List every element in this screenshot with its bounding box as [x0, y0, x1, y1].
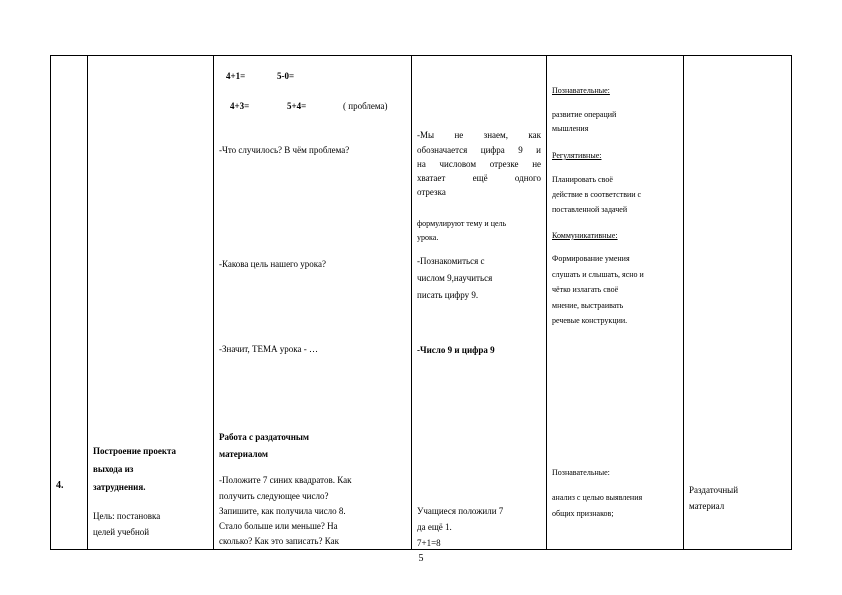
answer-line: -Мы не знаем, как [417, 130, 541, 140]
problem-label: ( проблема) [343, 101, 388, 111]
expression: 5-0= [277, 71, 295, 81]
formulate-line: урока. [417, 233, 439, 242]
work-answer-line: Учащиеся положили 7 [417, 506, 504, 516]
table-col-border [683, 55, 684, 550]
question-problem: -Что случилось? В чём проблема? [219, 145, 350, 155]
cognitive2-line: общих признаков; [552, 509, 614, 518]
expression: 4+1= [226, 71, 246, 81]
instruction-line: сколько? Как это записать? Как [219, 536, 339, 546]
regulatory-line: действие в соответствии с [552, 190, 642, 199]
answer-line: хватает ещё одного [417, 173, 541, 183]
regulatory-heading: Регулятивные: [552, 151, 602, 160]
communicative-heading: Коммуникативные: [552, 231, 618, 240]
table-col-border [50, 55, 51, 550]
table-top-border [50, 55, 792, 56]
regulatory-line: поставленной задачей [552, 205, 628, 214]
cognitive-line: развитие операций [552, 110, 617, 119]
question-topic: -Значит, ТЕМА урока - … [219, 344, 319, 354]
work-title-line: материалом [219, 449, 269, 459]
goal-answer-line: писать цифру 9. [417, 290, 479, 300]
equation: 7+1=8 [417, 538, 441, 548]
cognitive2-heading: Познавательные: [552, 468, 610, 477]
table-bottom-border [50, 549, 792, 550]
communicative-line: Формирование умения [552, 254, 630, 263]
stage-title-line: выхода из [93, 464, 134, 474]
cognitive-line: мышления [552, 124, 589, 133]
regulatory-line: Планировать своё [552, 175, 613, 184]
table-col-border [213, 55, 214, 550]
cognitive-heading: Познавательные: [552, 86, 610, 95]
table-col-border [791, 55, 792, 550]
materials-line: материал [689, 501, 725, 511]
expression: 5+4= [287, 101, 307, 111]
question-goal: -Какова цель нашего урока? [219, 259, 327, 269]
cognitive2-line: анализ с целью выявления [552, 493, 643, 502]
communicative-line: речевые конструкции. [552, 316, 628, 325]
answer-line: на числовом отрезке не [417, 159, 541, 169]
answer-line: обозначается цифра 9 и [417, 145, 541, 155]
communicative-line: слушать и слышать, ясно и [552, 270, 644, 279]
instruction-line: Запишите, как получила число 8. [219, 506, 346, 516]
instruction-line: Стало больше или меньше? На [219, 521, 338, 531]
row-number: 4. [56, 480, 64, 491]
instruction-line: получить следующее число? [219, 491, 329, 501]
expression: 4+3= [230, 101, 250, 111]
table-col-border [411, 55, 412, 550]
communicative-line: чётко излагать своё [552, 285, 619, 294]
formulate-line: формулируют тему и цель [417, 219, 507, 228]
materials-line: Раздаточный [689, 485, 739, 495]
table-col-border [546, 55, 547, 550]
communicative-line: мнение, выстраивать [552, 301, 624, 310]
page-number: 5 [418, 553, 424, 564]
stage-title-line: Построение проекта [93, 446, 177, 456]
table-col-border [87, 55, 88, 550]
work-title-line: Работа с раздаточным [219, 432, 310, 442]
topic-answer: -Число 9 и цифра 9 [417, 345, 495, 355]
stage-goal-line: Цель: постановка [93, 511, 161, 521]
goal-answer-line: числом 9,научиться [417, 273, 493, 283]
instruction-line: -Положите 7 синих квадратов. Как [219, 475, 352, 485]
stage-title-line: затруднения. [93, 482, 146, 492]
work-answer-line: да ещё 1. [417, 522, 452, 532]
answer-line: отрезка [417, 187, 446, 197]
goal-answer-line: -Познакомиться с [417, 256, 485, 266]
stage-goal-line: целей учебной [93, 527, 150, 537]
